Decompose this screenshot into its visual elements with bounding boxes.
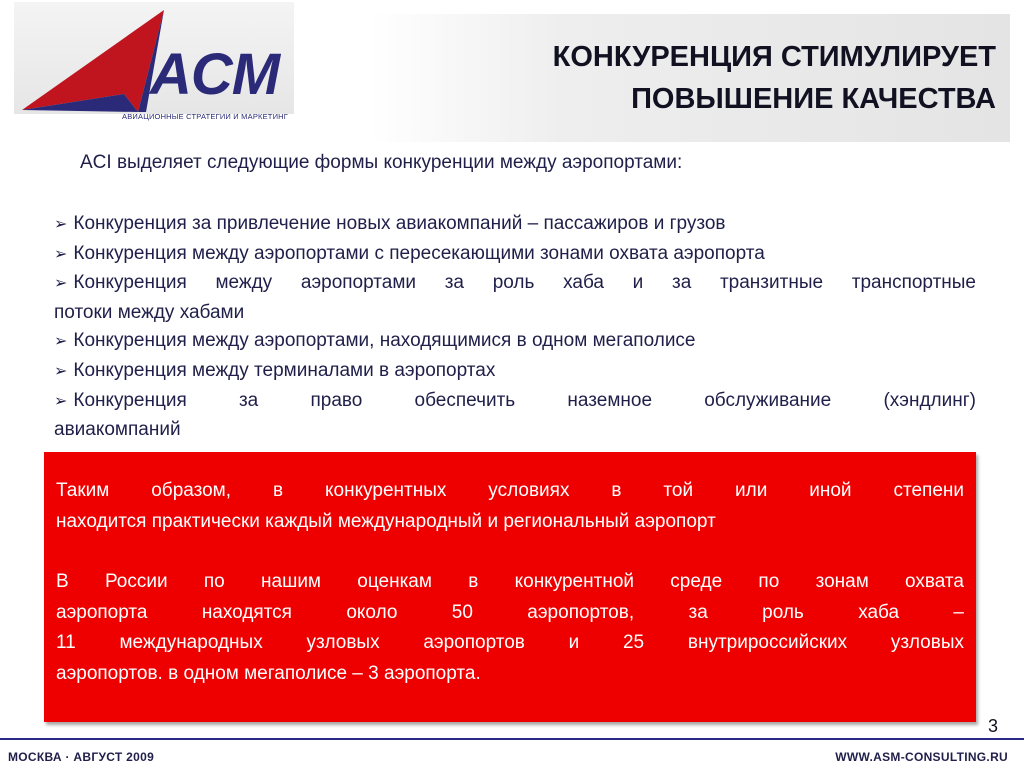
summary-line: аэропорта находятся около 50 аэропортов, за роль хаба –: [56, 601, 964, 623]
footer-location-date: МОСКВА · АВГУСТ 2009: [8, 750, 155, 764]
footer-website-link[interactable]: WWW.ASM-CONSULTING.RU: [835, 750, 1008, 764]
list-item: [54, 240, 976, 270]
list-item-text: Конкуренция за привлечение новых авиакомпаний – пассажиров и грузов: [73, 213, 726, 234]
list-item-text: Конкуренция между аэропортами с пересекающими зонами охвата аэропорта: [73, 242, 765, 264]
list-item-text: Конкуренция между аэропортами за роль хаба и за транзитные транспортные: [73, 272, 976, 294]
bullet-arrow-icon: ➢: [54, 216, 68, 233]
logo-wordmark: ACM: [150, 42, 280, 107]
list-item-continuation: потоки между хабами: [54, 301, 245, 323]
page-number: 3: [987, 716, 998, 736]
bullet-arrow-icon: ➢: [54, 392, 68, 410]
summary-box: [44, 452, 976, 722]
list-item-continuation: авиакомпаний: [54, 419, 181, 441]
list-item: [54, 357, 976, 387]
competition-forms-list: [54, 210, 976, 445]
list-item: [54, 269, 976, 327]
summary-line: 11 международных узловых аэропортов и 25 внутрироссийских узловых: [56, 632, 964, 653]
summary-line: находится практически каждый международный и региональный аэропорт: [56, 510, 716, 532]
page-title: [553, 36, 996, 120]
list-item-text: Конкуренция за право обеспечить наземное обслуживание (хэндлинг): [73, 389, 976, 411]
bullet-arrow-icon: ➢: [54, 362, 68, 380]
bullet-arrow-icon: ➢: [54, 333, 68, 351]
page-title-line-2: ПОВЫШЕНИЕ КАЧЕСТВА: [631, 83, 996, 115]
list-item: [54, 387, 976, 445]
list-item-text: Конкуренция между терминалами в аэропортах: [73, 359, 496, 381]
company-logo: [14, 2, 294, 114]
summary-line: В России по нашим оценкам в конкурентной среде по зонам охвата: [56, 571, 964, 592]
page-title-line-1: КОНКУРЕНЦИЯ СТИМУЛИРУЕТ: [552, 41, 996, 73]
footer-divider: [0, 738, 1024, 740]
summary-paragraph-1: [56, 476, 964, 537]
bullet-arrow-icon: ➢: [54, 245, 68, 263]
summary-line: Таким образом, в конкурентных условиях в той или иной степени: [56, 480, 964, 501]
summary-paragraph-2: [56, 567, 964, 689]
list-item-text: Конкуренция между аэропортами, находящимися в одном мегаполисе: [73, 330, 696, 352]
list-item: [54, 327, 976, 357]
logo-tagline: АВИАЦИОННЫЕ СТРАТЕГИИ И МАРКЕТИНГ: [122, 112, 289, 121]
summary-line: аэропортов. в одном мегаполисе – 3 аэропорта.: [56, 662, 481, 684]
intro-text: ACI выделяет следующие формы конкуренции между аэропортами:: [80, 152, 683, 173]
list-item: [54, 210, 976, 240]
bullet-arrow-icon: ➢: [54, 275, 68, 293]
